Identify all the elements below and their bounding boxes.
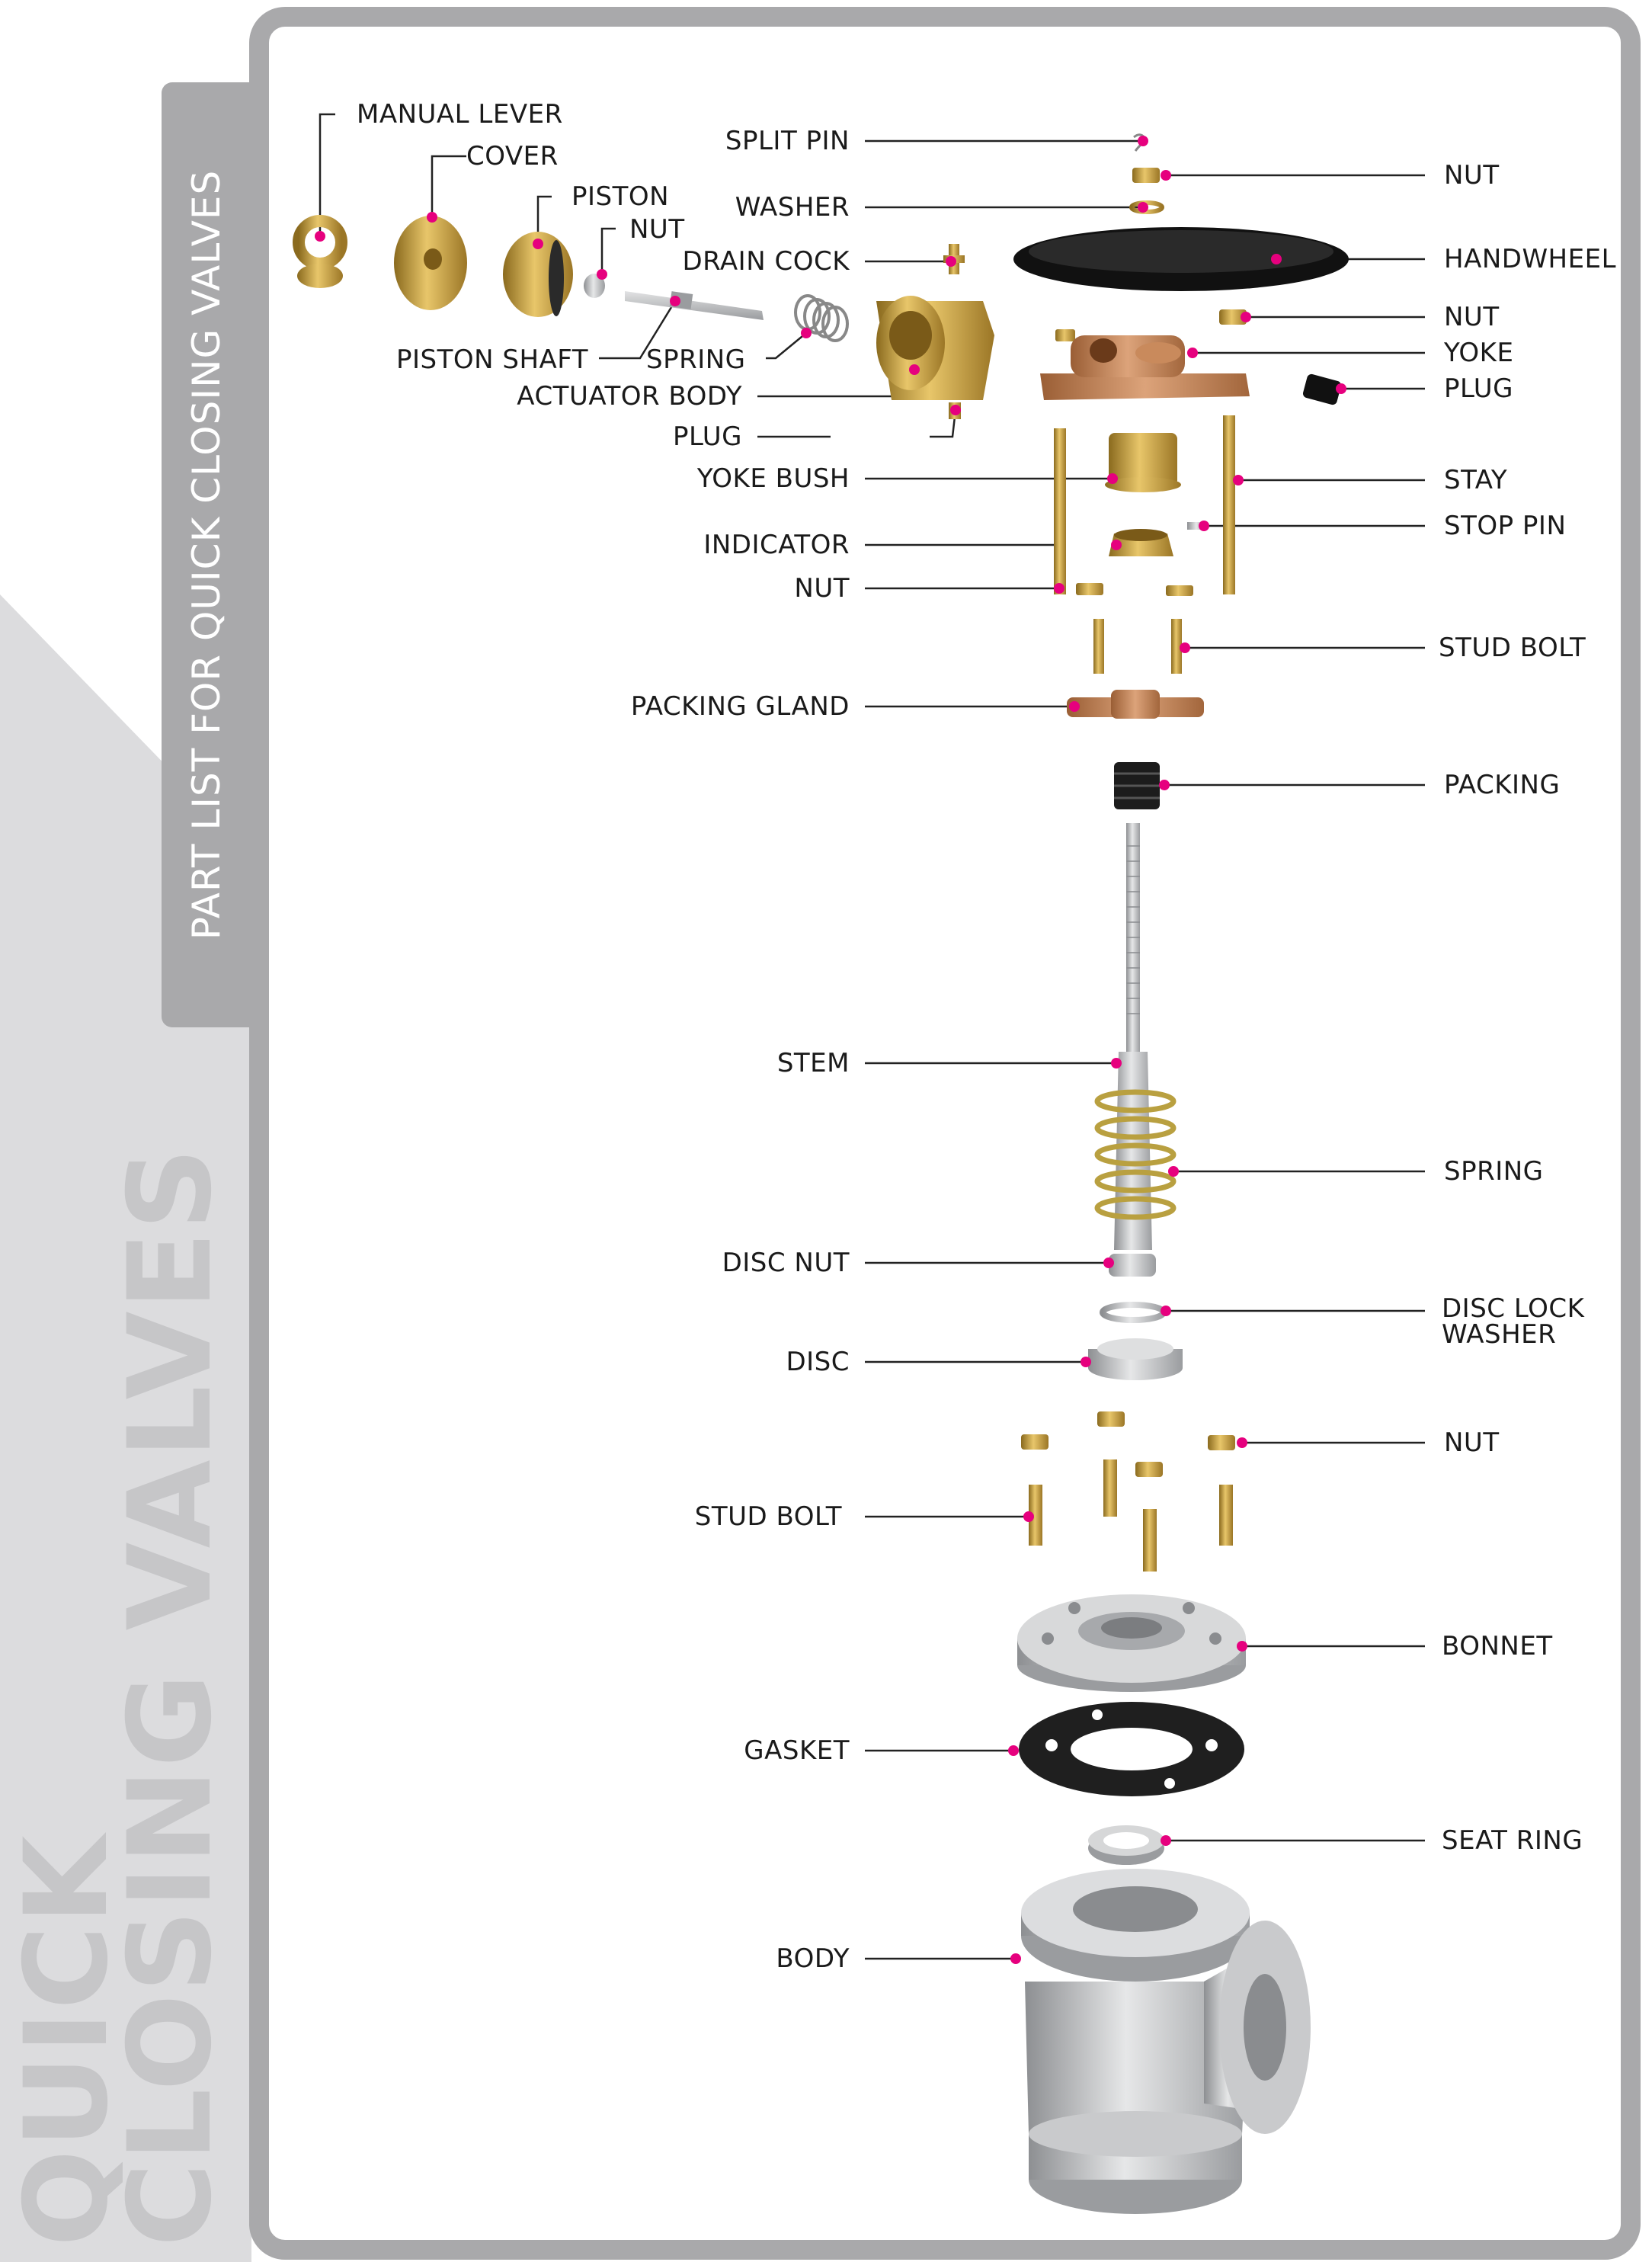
label-indicator: INDICATOR <box>703 530 850 560</box>
packing-part <box>1114 762 1160 809</box>
leader-lines <box>320 114 1425 1959</box>
label-yoke: YOKE <box>1444 338 1514 368</box>
label-stop-pin: STOP PIN <box>1444 511 1567 541</box>
label-plug-right: PLUG <box>1444 373 1513 404</box>
label-stud-bolt: STUD BOLT <box>694 1501 842 1532</box>
label-actuator-body: ACTUATOR BODY <box>517 381 742 412</box>
big-vertical-title <box>1 1145 237 2247</box>
label-nut-3: NUT <box>794 573 850 604</box>
label-spring-main: SPRING <box>1444 1156 1544 1187</box>
big-title-line-1: QUICK <box>1 1834 133 2247</box>
stud-bolt-top-a-part <box>1093 619 1104 674</box>
label-disc-nut: DISC NUT <box>722 1248 850 1278</box>
label-disc-lock-washer <box>1442 1293 1585 1350</box>
side-tab <box>162 82 251 1027</box>
label-disc-lock-washer-line2: WASHER <box>1442 1319 1557 1350</box>
nut-3a-part <box>1076 583 1103 595</box>
stud-bolt-c-part <box>1143 1509 1157 1572</box>
label-nut-2: NUT <box>1444 302 1500 332</box>
piston-shaft-part <box>625 291 764 320</box>
label-cover: COVER <box>466 141 559 171</box>
disc-part <box>1088 1338 1183 1380</box>
actuator-body-part <box>876 296 994 400</box>
nut-4b-part <box>1097 1411 1125 1427</box>
nut-4d-part <box>1208 1435 1235 1450</box>
label-yoke-bush: YOKE BUSH <box>696 463 850 494</box>
label-bonnet: BONNET <box>1442 1631 1553 1661</box>
label-nut-small: NUT <box>629 214 685 245</box>
label-piston-shaft: PISTON SHAFT <box>396 344 589 375</box>
label-nut-4: NUT <box>1444 1427 1500 1458</box>
disc-lock-washer-part <box>1103 1305 1164 1320</box>
yoke-bush-part <box>1105 433 1181 492</box>
packing-gland-part <box>1067 690 1204 719</box>
label-plug-left: PLUG <box>673 421 742 452</box>
yoke-part <box>1040 335 1250 400</box>
label-piston: PISTON <box>571 181 670 212</box>
big-title-line-2: CLOSING VALVES <box>104 1145 237 2247</box>
label-split-pin: SPLIT PIN <box>725 126 850 156</box>
label-nut-top: NUT <box>1444 160 1500 191</box>
handwheel-part <box>1013 227 1349 291</box>
label-packing-gland: PACKING GLAND <box>630 691 850 722</box>
label-drain-cock: DRAIN COCK <box>682 246 850 277</box>
label-stud-bolt-top: STUD BOLT <box>1439 633 1586 663</box>
seat-ring-part <box>1088 1825 1164 1865</box>
stay-left-part <box>1054 428 1066 594</box>
nut-3b-part <box>1166 585 1193 596</box>
label-manual-lever: MANUAL LEVER <box>357 99 563 130</box>
label-spring-top: SPRING <box>646 344 746 375</box>
nut-4a-part <box>1021 1434 1049 1450</box>
valve-body-part <box>1021 1869 1311 2214</box>
label-seat-ring: SEAT RING <box>1442 1825 1583 1856</box>
disc-nut-part <box>1109 1254 1156 1277</box>
yoke-nut-part <box>1055 329 1075 341</box>
label-disc: DISC <box>786 1347 850 1377</box>
gasket-part <box>1019 1702 1244 1796</box>
bonnet-part <box>1017 1594 1246 1692</box>
label-packing: PACKING <box>1444 770 1561 800</box>
label-washer: WASHER <box>735 192 850 223</box>
label-body: BODY <box>776 1943 850 1974</box>
nut-4c-part <box>1135 1462 1163 1477</box>
stud-bolt-d-part <box>1219 1485 1233 1546</box>
label-disc-lock-washer-line1: DISC LOCK <box>1442 1293 1585 1324</box>
label-stem: STEM <box>776 1048 850 1078</box>
nut-top-part <box>1132 168 1160 183</box>
stem-part <box>1114 823 1152 1250</box>
label-handwheel: HANDWHEEL <box>1444 244 1617 274</box>
label-stay: STAY <box>1444 465 1508 495</box>
cover-part <box>394 216 467 310</box>
side-tab-title: PART LIST FOR QUICK CLOSING VALVES <box>184 169 229 940</box>
label-gasket: GASKET <box>744 1735 850 1766</box>
stay-right-part <box>1223 415 1235 594</box>
stud-bolt-b-part <box>1103 1459 1117 1517</box>
